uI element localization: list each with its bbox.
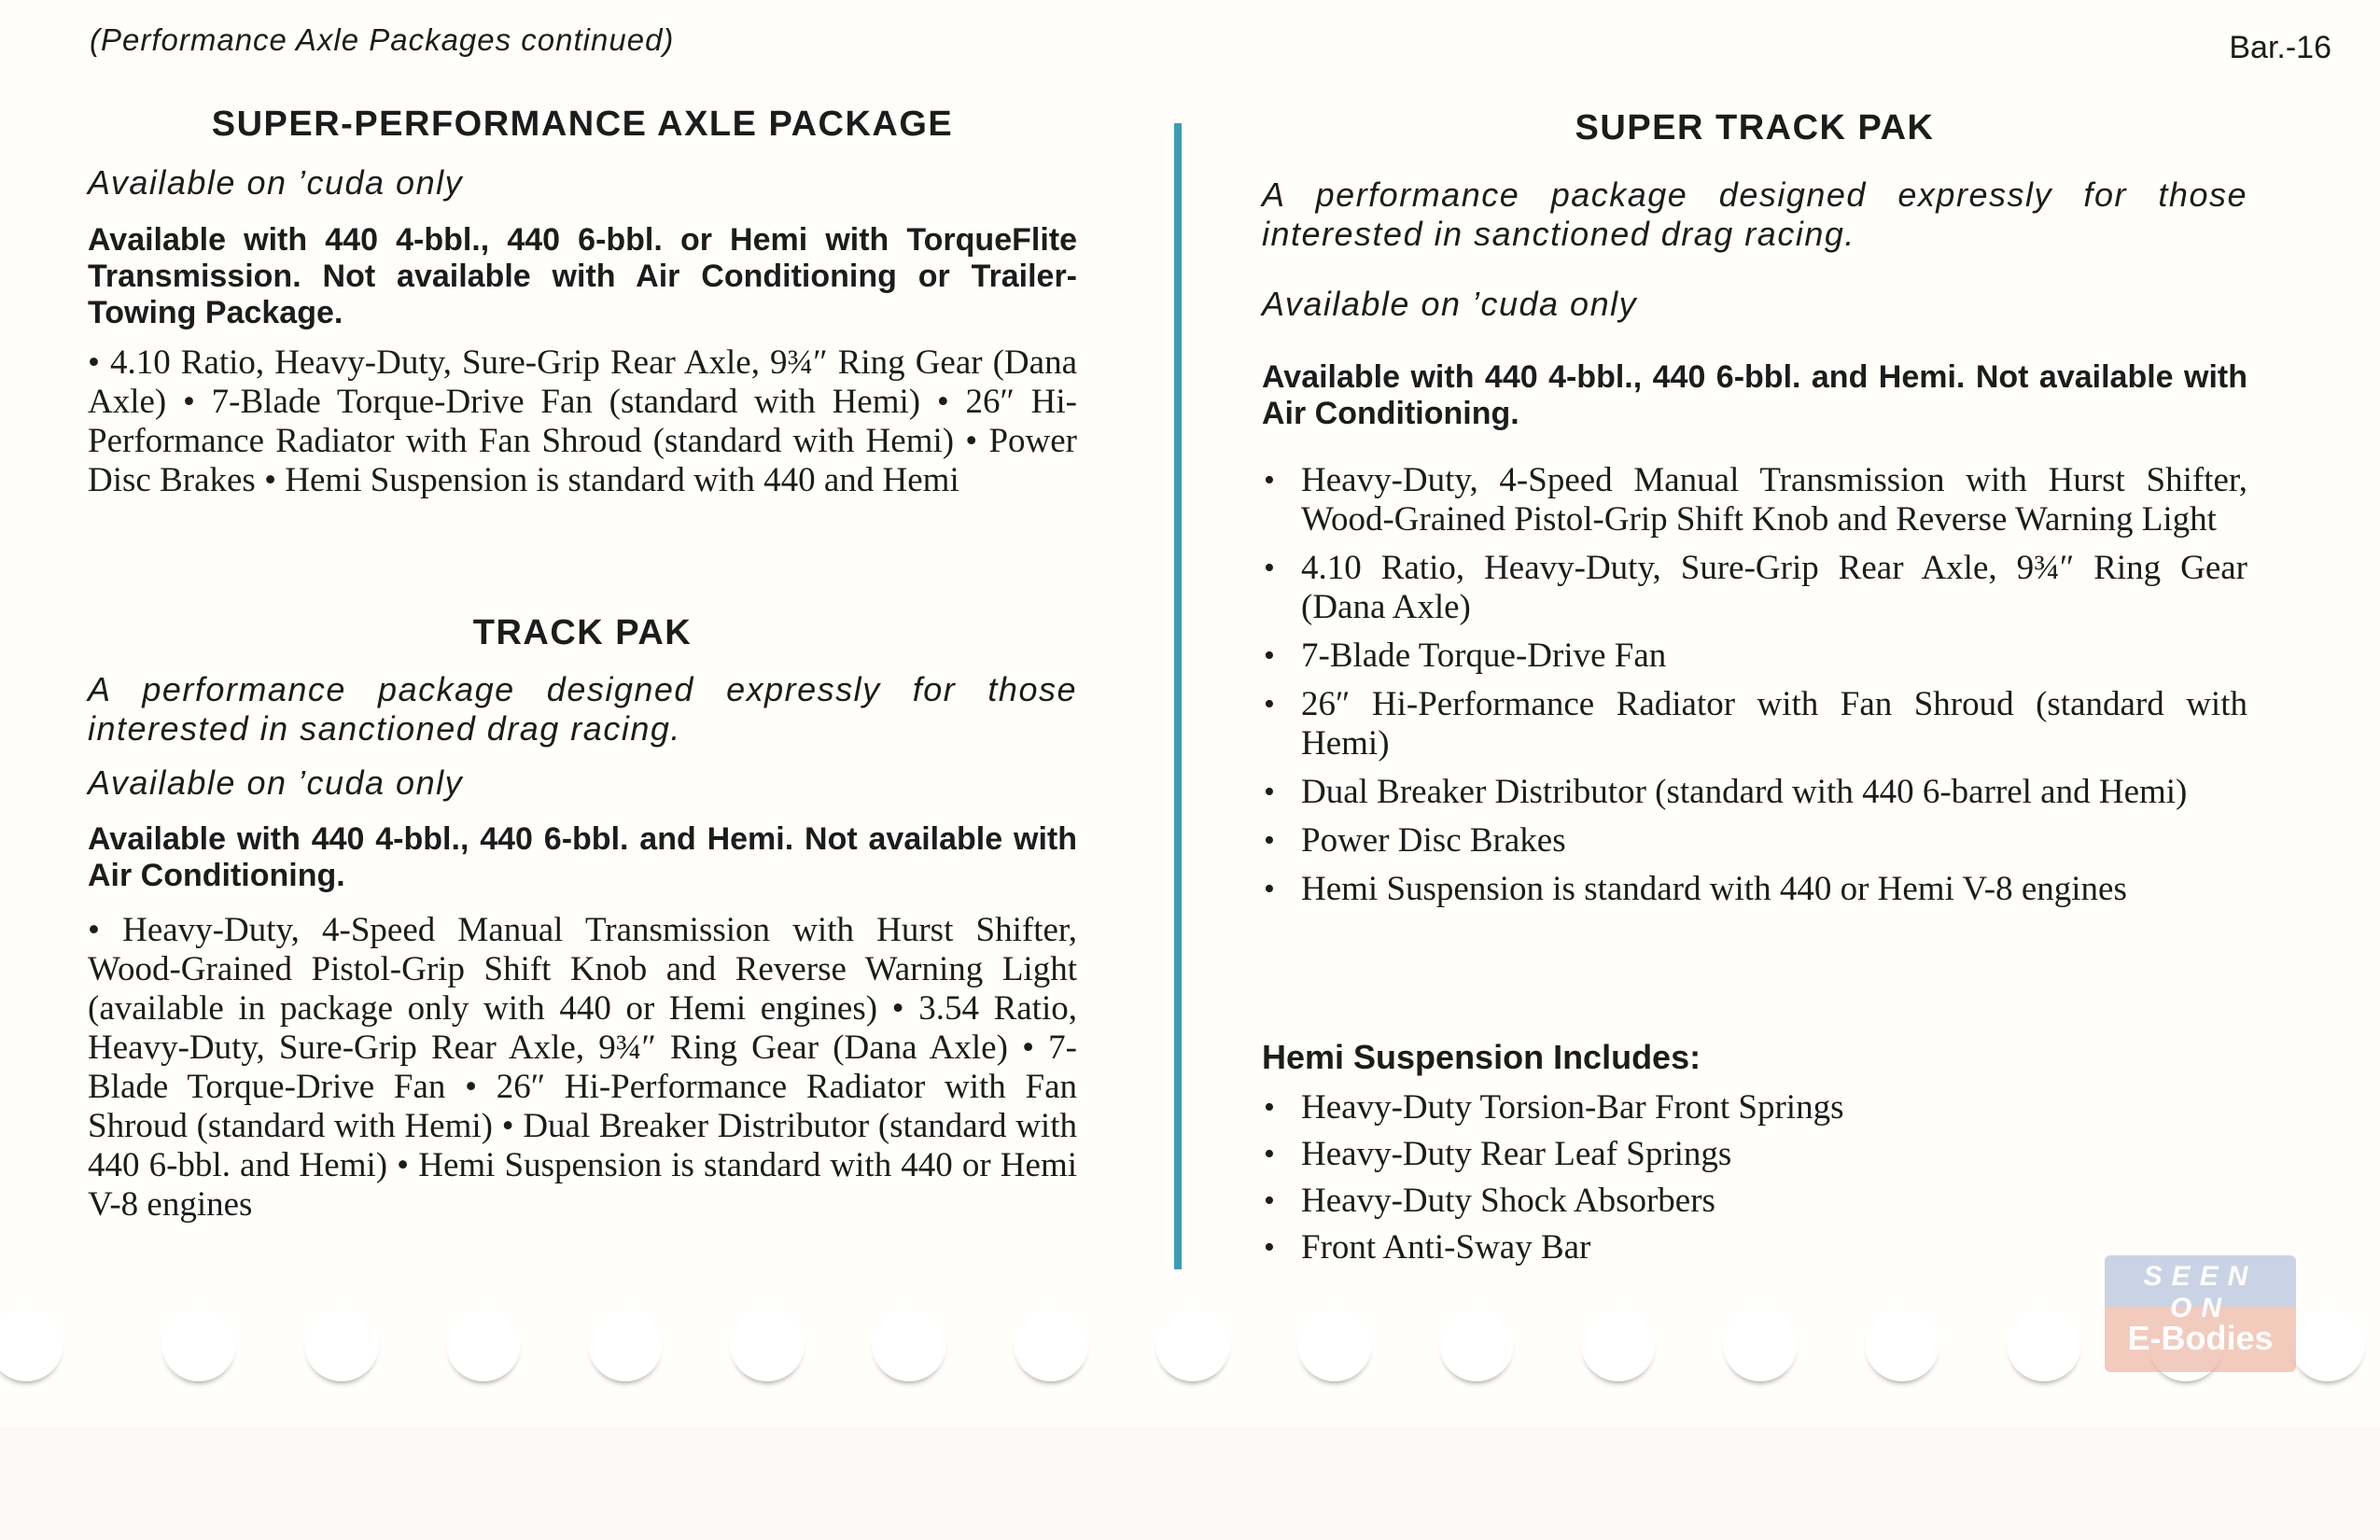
binder-hole bbox=[1297, 1307, 1372, 1381]
super-track-pak-title: SUPER TRACK PAK bbox=[1575, 108, 1935, 147]
track-pak-conditions: Available with 440 4-bbl., 440 6-bbl. and Hemi. Not available with Air Conditioning. bbox=[88, 821, 1077, 893]
bullet-icon: • bbox=[1264, 687, 1275, 721]
list-item: • Heavy-Duty, 4-Speed Manual Transmission with Hurst Shifter, Wood-Grained Pistol-Grip Shift Knob and Reverse Warning Light bbox=[1264, 461, 2247, 539]
binder-hole bbox=[2007, 1307, 2081, 1381]
list-item: • Hemi Suspension is standard with 440 or Hemi V-8 engines bbox=[1264, 870, 2127, 908]
scan-margin bbox=[0, 1426, 2380, 1540]
track-pak-contents: • Heavy-Duty, 4-Speed Manual Transmission with Hurst Shifter, Wood-Grained Pistol-Grip Shift Knob and Reverse Warning Light (available in package only with 440 or Hemi engines) • 3.54 Ratio, Heavy-Duty, Sure-Grip Rear Axle, 9¾″ Ring Gear (Dana Axle) • 7-Blade Torque-Drive Fan • 26″ Hi-Performance Radiator with Fan Shroud (standard with Hemi) • Dual Breaker Distributor (standard with 440 6-bbl. and Hemi) • Hemi Suspension is standard with 440 or Hemi V-8 engines bbox=[88, 911, 1077, 1224]
super-track-pak-availability: Available on ’cuda only bbox=[1262, 285, 1638, 323]
super-performance-availability: Available on ’cuda only bbox=[88, 163, 464, 202]
binder-hole bbox=[161, 1307, 236, 1381]
bullet-icon: • bbox=[1264, 1090, 1275, 1125]
logo-line-1: SEEN ON bbox=[2143, 1261, 2258, 1323]
super-performance-conditions: Available with 440 4-bbl., 440 6-bbl. or Hemi with TorqueFlite Transmission. Not available with Air Conditioning or Trailer-Towing Package. bbox=[88, 222, 1077, 330]
super-performance-title: SUPER-PERFORMANCE AXLE PACKAGE bbox=[211, 105, 954, 144]
binder-hole bbox=[2290, 1307, 2365, 1381]
binder-hole bbox=[872, 1307, 946, 1381]
binder-hole bbox=[1014, 1307, 1088, 1381]
list-item: • Front Anti-Sway Bar bbox=[1264, 1228, 1591, 1267]
super-performance-contents: • 4.10 Ratio, Heavy-Duty, Sure-Grip Rear Axle, 9¾″ Ring Gear (Dana Axle) • 7-Blade Torque-Drive Fan (standard with Hemi) • 26″ Hi-Performance Radiator with Fan Shroud (standard with Hemi) • Power Disc Brakes • Hemi Suspension is standard with 440 and Hemi bbox=[88, 343, 1077, 499]
binder-hole bbox=[1439, 1307, 1514, 1381]
list-item: • Power Disc Brakes bbox=[1264, 821, 1566, 860]
page-number: Bar.-16 bbox=[2229, 30, 2331, 65]
hemi-suspension-heading: Hemi Suspension Includes: bbox=[1262, 1038, 1701, 1076]
bullet-icon: • bbox=[1264, 551, 1275, 585]
track-pak-description: A performance package designed expressly for those interested in sanctioned drag racing. bbox=[88, 670, 1077, 748]
track-pak-title: TRACK PAK bbox=[472, 613, 693, 652]
list-item: • Dual Breaker Distributor (standard with 440 6-barrel and Hemi) bbox=[1264, 773, 2188, 811]
binder-hole bbox=[1581, 1307, 1656, 1381]
list-item: • Heavy-Duty Shock Absorbers bbox=[1264, 1182, 1715, 1220]
hemi-suspension-list bbox=[1262, 1088, 2247, 1267]
super-track-pak-list bbox=[1262, 461, 2247, 909]
bullet-icon: • bbox=[1264, 1230, 1275, 1265]
bullet-icon: • bbox=[1264, 1137, 1275, 1171]
binder-hole bbox=[304, 1307, 379, 1381]
super-track-pak-conditions: Available with 440 4-bbl., 440 6-bbl. and Hemi. Not available with Air Conditioning. bbox=[1262, 359, 2247, 431]
binder-hole bbox=[1865, 1307, 1939, 1381]
list-item: • Heavy-Duty Rear Leaf Springs bbox=[1264, 1135, 1732, 1173]
binder-hole bbox=[1723, 1307, 1798, 1381]
track-pak-availability: Available on ’cuda only bbox=[88, 763, 464, 802]
binder-hole bbox=[1155, 1307, 1230, 1381]
logo-line-2: E-Bodies bbox=[2127, 1319, 2274, 1357]
continued-note: (Performance Axle Packages continued) bbox=[90, 22, 675, 57]
super-track-pak-description: A performance package designed expressly for those interested in sanctioned drag racing. bbox=[1262, 175, 2247, 253]
column-divider bbox=[1174, 123, 1182, 1269]
binder-hole bbox=[588, 1307, 663, 1381]
list-item: • 4.10 Ratio, Heavy-Duty, Sure-Grip Rear Axle, 9¾″ Ring Gear (Dana Axle) bbox=[1264, 549, 2247, 626]
binder-hole bbox=[730, 1307, 805, 1381]
seen-on-ebodies-logo bbox=[2105, 1255, 2296, 1372]
binder-hole bbox=[446, 1307, 521, 1381]
list-item: • Heavy-Duty Torsion-Bar Front Springs bbox=[1264, 1088, 1844, 1127]
binder-hole bbox=[0, 1307, 63, 1381]
bullet-icon: • bbox=[1264, 872, 1275, 906]
bullet-icon: • bbox=[1264, 823, 1275, 858]
bullet-icon: • bbox=[1264, 463, 1275, 497]
bullet-icon: • bbox=[1264, 638, 1275, 673]
bullet-icon: • bbox=[1264, 1183, 1275, 1218]
bullet-icon: • bbox=[1264, 775, 1275, 809]
list-item: • 26″ Hi-Performance Radiator with Fan Shroud (standard with Hemi) bbox=[1264, 685, 2247, 763]
list-item: • 7-Blade Torque-Drive Fan bbox=[1264, 637, 1667, 675]
